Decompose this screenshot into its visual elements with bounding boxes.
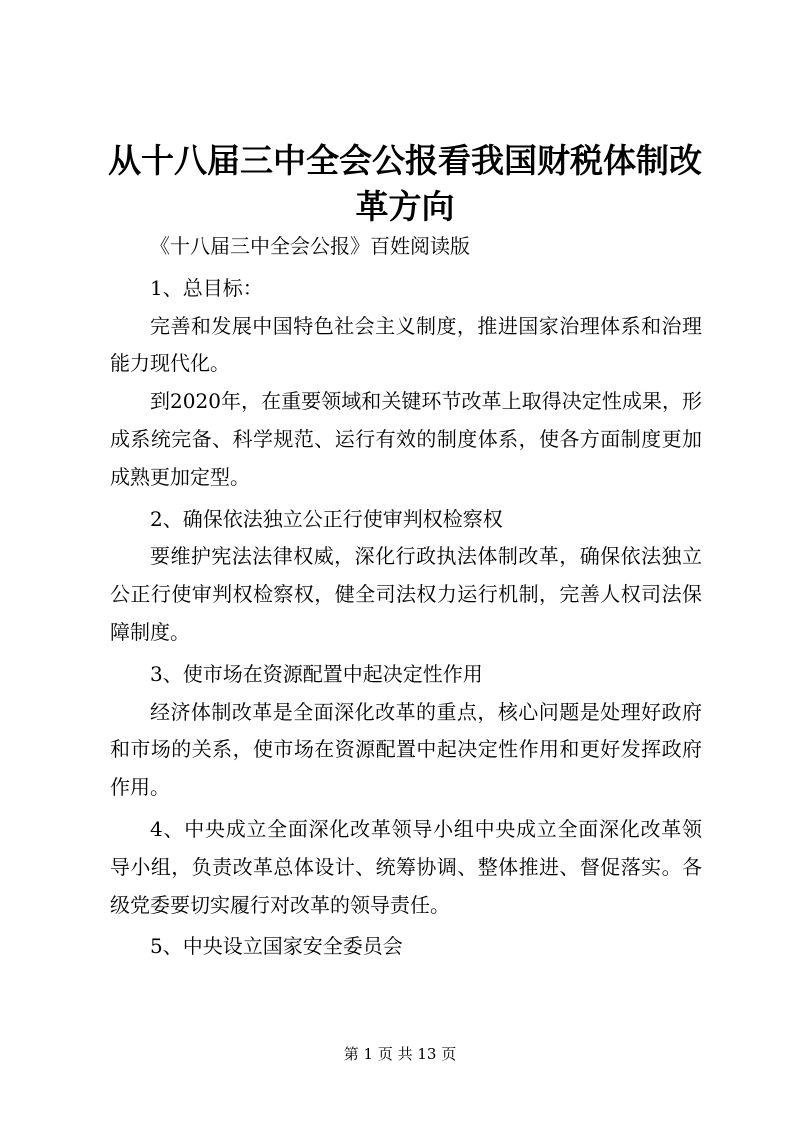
section-heading-5: 5、中央设立国家安全委员会 — [150, 934, 403, 959]
body-paragraph: 要维护宪法法律权威，深化行政执法体制改革，确保依法独立公正行使审判权检察权，健全司法权力运行机制，完善人权司法保障制度。 — [110, 544, 702, 644]
body-paragraph: 到2020年，在重要领域和关键环节改革上取得决定性成果，形成系统完备、科学规范、运行有效的制度体系，使各方面制度更加成熟更加定型。 — [110, 389, 702, 489]
section-heading-1: 1、总目标： — [150, 275, 263, 300]
body-paragraph: 完善和发展中国特色社会主义制度，推进国家治理体系和治理能力现代化。 — [110, 313, 702, 376]
body-paragraph: 经济体制改革是全面深化改革的重点，核心问题是处理好政府和市场的关系，使市场在资源配置中起决定性作用和更好发挥政府作用。 — [110, 699, 702, 800]
document-title: 从十八届三中全会公报看我国财税体制改革方向 — [108, 141, 702, 226]
document-body — [110, 228, 702, 966]
section-heading-2: 2、确保依法独立公正行使审判权检察权 — [150, 506, 503, 531]
page-number-footer: 第 1 页 共 13 页 — [343, 1045, 457, 1063]
section-heading-3: 3、使市场在资源配置中起决定性作用 — [150, 661, 483, 686]
subtitle-paragraph: 《十八届三中全会公报》百姓阅读版 — [150, 234, 470, 258]
section-heading-4: 4、中央成立全面深化改革领导小组中央成立全面深化改革领导小组，负责改革总体设计、统筹协调、整体推进、督促落实。各级党委要切实履行对改革的领导责任。 — [110, 816, 702, 917]
